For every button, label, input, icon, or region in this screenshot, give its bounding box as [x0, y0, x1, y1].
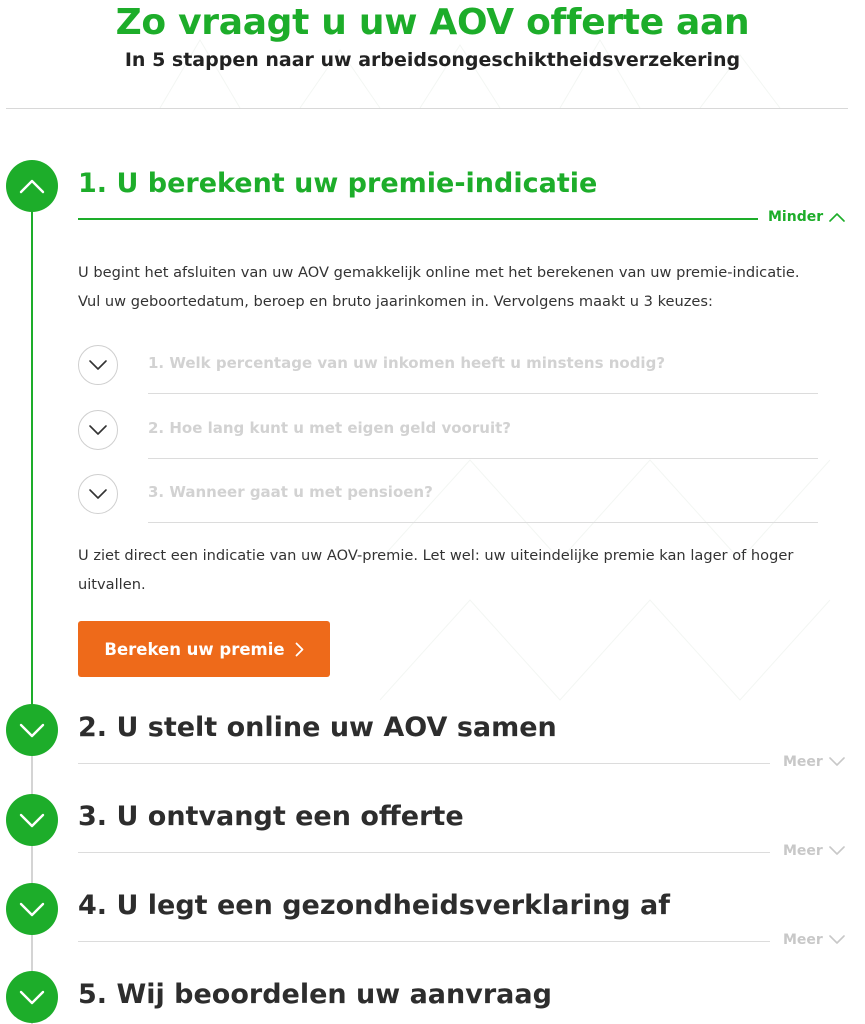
page-subtitle: In 5 stappen naar uw arbeidsongeschiktheidsverzekering	[124, 49, 741, 71]
toggle-label: Meer	[783, 932, 823, 948]
step-2-toggle[interactable]	[783, 754, 845, 770]
step-4-divider	[78, 941, 770, 942]
header-divider	[6, 108, 848, 109]
chevron-down-icon	[829, 846, 845, 856]
choice-divider	[148, 393, 818, 394]
step-3-title[interactable]: 3. U ontvangt een offerte	[78, 801, 464, 832]
choice-item-1[interactable]	[78, 345, 818, 409]
step-3-divider	[78, 852, 770, 853]
choice-item-2[interactable]	[78, 410, 818, 474]
choice-2-label[interactable]: 2. Hoe lang kunt u met eigen geld vooruit?	[148, 419, 511, 437]
step-1-collapse-button[interactable]	[6, 160, 58, 212]
chevron-down-icon	[88, 424, 108, 436]
step-2-expand-button[interactable]	[6, 704, 58, 756]
step-2-divider	[78, 763, 770, 764]
page-header	[0, 0, 865, 71]
calculate-premium-button[interactable]	[78, 621, 330, 677]
step-4-expand-button[interactable]	[6, 883, 58, 935]
step-5-title[interactable]: 5. Wij beoordelen uw aanvraag	[78, 979, 552, 1010]
chevron-down-icon	[829, 935, 845, 945]
choice-3-expand-button[interactable]	[78, 474, 118, 514]
toggle-label: Meer	[783, 843, 823, 859]
choice-3-label[interactable]: 3. Wanneer gaat u met pensioen?	[148, 483, 433, 501]
chevron-down-icon	[19, 812, 45, 828]
chevron-down-icon	[19, 989, 45, 1005]
step-1-toggle[interactable]	[768, 209, 845, 225]
toggle-label: Minder	[768, 209, 824, 225]
step-1-intro-text: U begint het afsluiten van uw AOV gemakkelijk online met het berekenen van uw premie-indicatie. Vul uw geboortedatum, beroep en bruto jaarinkomen in. Vervolgens maakt u 3 keuzes:	[78, 264, 800, 310]
chevron-down-icon	[88, 488, 108, 500]
chevron-down-icon	[88, 359, 108, 371]
choice-1-expand-button[interactable]	[78, 345, 118, 385]
choice-1-label[interactable]: 1. Welk percentage van uw inkomen heeft u minstens nodig?	[148, 354, 666, 372]
choice-2-expand-button[interactable]	[78, 410, 118, 450]
chevron-up-icon	[829, 212, 845, 222]
step-1-title[interactable]: 1. U berekent uw premie-indicatie	[78, 168, 598, 199]
chevron-up-icon	[19, 178, 45, 194]
step-3-expand-button[interactable]	[6, 794, 58, 846]
step-4-title[interactable]: 4. U legt een gezondheidsverklaring af	[78, 890, 670, 921]
step-4-toggle[interactable]	[783, 932, 845, 948]
choice-divider	[148, 458, 818, 459]
chevron-down-icon	[829, 757, 845, 767]
step-5-expand-button[interactable]	[6, 971, 58, 1023]
page-title: Zo vraagt u uw AOV offerte aan	[115, 2, 750, 43]
choice-divider	[148, 522, 818, 523]
step-2-title[interactable]: 2. U stelt online uw AOV samen	[78, 712, 557, 743]
chevron-right-icon	[295, 642, 304, 657]
cta-label: Bereken uw premie	[104, 639, 285, 659]
step-3-toggle[interactable]	[783, 843, 845, 859]
timeline-line-active	[31, 190, 33, 720]
choice-item-3[interactable]	[78, 474, 818, 538]
toggle-label: Meer	[783, 754, 823, 770]
step-1-divider	[78, 218, 758, 220]
chevron-down-icon	[19, 722, 45, 738]
step-1-outro-text: U ziet direct een indicatie van uw AOV-premie. Let wel: uw uiteindelijke premie kan lager of hoger uitvallen.	[78, 547, 794, 593]
chevron-down-icon	[19, 901, 45, 917]
